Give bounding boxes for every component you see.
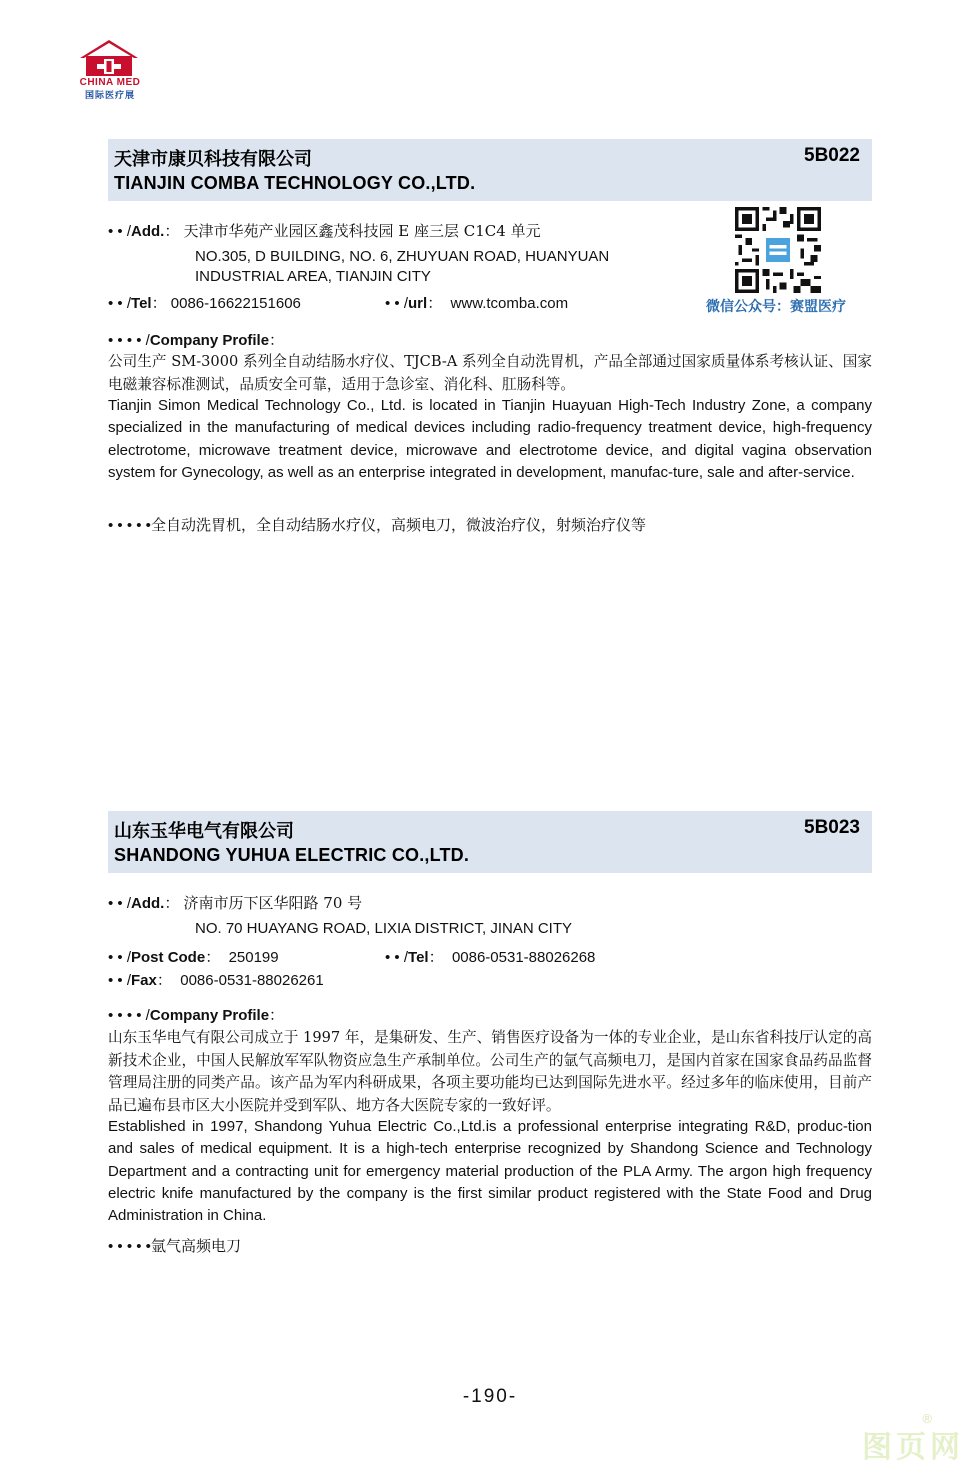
qr-caption: 微信公众号：赛盟医疗 bbox=[706, 298, 846, 314]
company-name-en: TIANJIN COMBA TECHNOLOGY CO.,LTD. bbox=[114, 173, 476, 193]
address-label: Add. bbox=[131, 895, 165, 912]
address-en-line-1: NO.305, D BUILDING, NO. 6, ZHUYUAN ROAD, HUANYUAN bbox=[195, 248, 610, 265]
booth-number: 5B023 bbox=[804, 817, 860, 838]
profile-text-en: Tianjin Simon Medical Technology Co., Ltd. is located in Tianjin Huayuan High-Tech Industry Zone, a company specialized in the manufacturing of medical devices including radio-frequency treatment device, high-frequency electrotome, microwave treatment device, microwave and electrotome device, and digital vagina observation system for Gynecology, as well as an enterprise integrated in development, manufac-ture, sale and after-service. bbox=[108, 397, 872, 481]
profile-text-en: Established in 1997, Shandong Yuhua Electric Co.,Ltd.is a professional enterprise integrating R&D, produc-tion and sales of medical equipment. It is a high-tech enterprise recognized by Shandong Science and Technology Department and a contracting unit for emergency material production of the PLA Army. The argon high frequency electric knife manufactured by the company is the first similar product registered with the State Food and Drug Administration in China. bbox=[108, 1118, 872, 1225]
products-row: • • • • •氩气高频电刀 bbox=[108, 1237, 241, 1255]
tel-row: • • /Tel： 0086-16622151606 bbox=[108, 295, 301, 312]
profile-label-row: • • • • /Company Profile： bbox=[108, 332, 285, 349]
profile-text-cn: 山东玉华电气有限公司成立于 1997 年，是集研发、生产、销售医疗设备为一体的专业企业，是山东省科技厅认定的高新技术企业，中国人民解放军军队物资应急生产承制单位。公司生产的氩气高频电刀，是国内首家在国家食品药品监督管理局注册的同类产品。该产品为军内科研成果，各项主要功能均已达到国际先进水平。经过多年的临床使用，目前产品已遍布县市区大小医院并受到军队、地方各大医院专家的一致好评。 bbox=[108, 1029, 872, 1114]
address-cn: 天津市华苑产业园区鑫茂科技园 E 座三层 C1C4 单元 bbox=[183, 222, 541, 240]
logo-text-cn: 国际医疗展 bbox=[84, 90, 135, 100]
post-code-value: 250199 bbox=[228, 949, 279, 966]
address-label: Add. bbox=[131, 223, 165, 240]
company-name-cn: 天津市康贝科技有限公司 bbox=[114, 149, 312, 169]
url-row: • • /url： www.tcomba.com bbox=[385, 295, 569, 312]
address-row: • • /Add.： 天津市华苑产业园区鑫茂科技园 E 座三层 C1C4 单元 bbox=[108, 222, 541, 240]
tel-value: 0086-16622151606 bbox=[170, 295, 301, 312]
company-name-en: SHANDONG YUHUA ELECTRIC CO.,LTD. bbox=[114, 845, 470, 865]
profile-label-row: • • • • /Company Profile： bbox=[108, 1007, 285, 1024]
url-label: url bbox=[408, 295, 428, 312]
qr-code-icon bbox=[735, 207, 821, 293]
fax-label: Fax bbox=[131, 972, 157, 989]
address-row: • • /Add.： 济南市历下区华阳路 70 号 bbox=[108, 894, 363, 912]
fax-row: • • /Fax： 0086-0531-88026261 bbox=[108, 972, 324, 989]
logo-text-en: CHINA MED bbox=[79, 77, 141, 88]
profile-label: Company Profile bbox=[149, 1007, 270, 1024]
profile-label: Company Profile bbox=[149, 332, 270, 349]
company-header-2 bbox=[108, 811, 872, 873]
products-text: 全自动洗胃机，全自动结肠水疗仪，高频电刀，微波治疗仪，射频治疗仪等 bbox=[150, 516, 646, 534]
company-name-cn: 山东玉华电气有限公司 bbox=[114, 821, 294, 841]
profile-text-cn: 公司生产 SM-3000 系列全自动结肠水疗仪、TJCB-A 系列全自动洗胃机，产品全部通过国家质量体系考核认证、国家电磁兼容标准测试，品质安全可靠，适用于急诊室、消化科、肛肠科等。 bbox=[108, 353, 872, 393]
address-en-line-2: INDUSTRIAL AREA, TIANJIN CITY bbox=[195, 268, 431, 285]
watermark-text: 图页网 bbox=[862, 1431, 964, 1464]
products-text: 氩气高频电刀 bbox=[150, 1237, 241, 1255]
tel-value: 0086-0531-88026268 bbox=[451, 949, 596, 966]
tel-label: Tel bbox=[408, 949, 429, 966]
products-row: • • • • •全自动洗胃机，全自动结肠水疗仪，高频电刀，微波治疗仪，射频治疗仪等 bbox=[108, 516, 646, 534]
address-en-line-1: NO. 70 HUAYANG ROAD, LIXIA DISTRICT, JINAN CITY bbox=[195, 920, 573, 937]
post-code-row: • • /Post Code： 250199 bbox=[108, 949, 279, 966]
watermark-registered-mark: ® bbox=[922, 1411, 932, 1426]
fax-value: 0086-0531-88026261 bbox=[180, 972, 324, 989]
booth-number: 5B022 bbox=[804, 145, 860, 166]
address-cn: 济南市历下区华阳路 70 号 bbox=[183, 894, 363, 912]
page-number: -190- bbox=[462, 1386, 518, 1407]
url-link[interactable]: www.tcomba.com bbox=[450, 295, 569, 312]
company-header-1 bbox=[108, 139, 872, 201]
post-code-label: Post Code bbox=[131, 949, 206, 966]
tel-row: • • /Tel： 0086-0531-88026268 bbox=[385, 949, 596, 966]
tel-label: Tel bbox=[131, 295, 152, 312]
